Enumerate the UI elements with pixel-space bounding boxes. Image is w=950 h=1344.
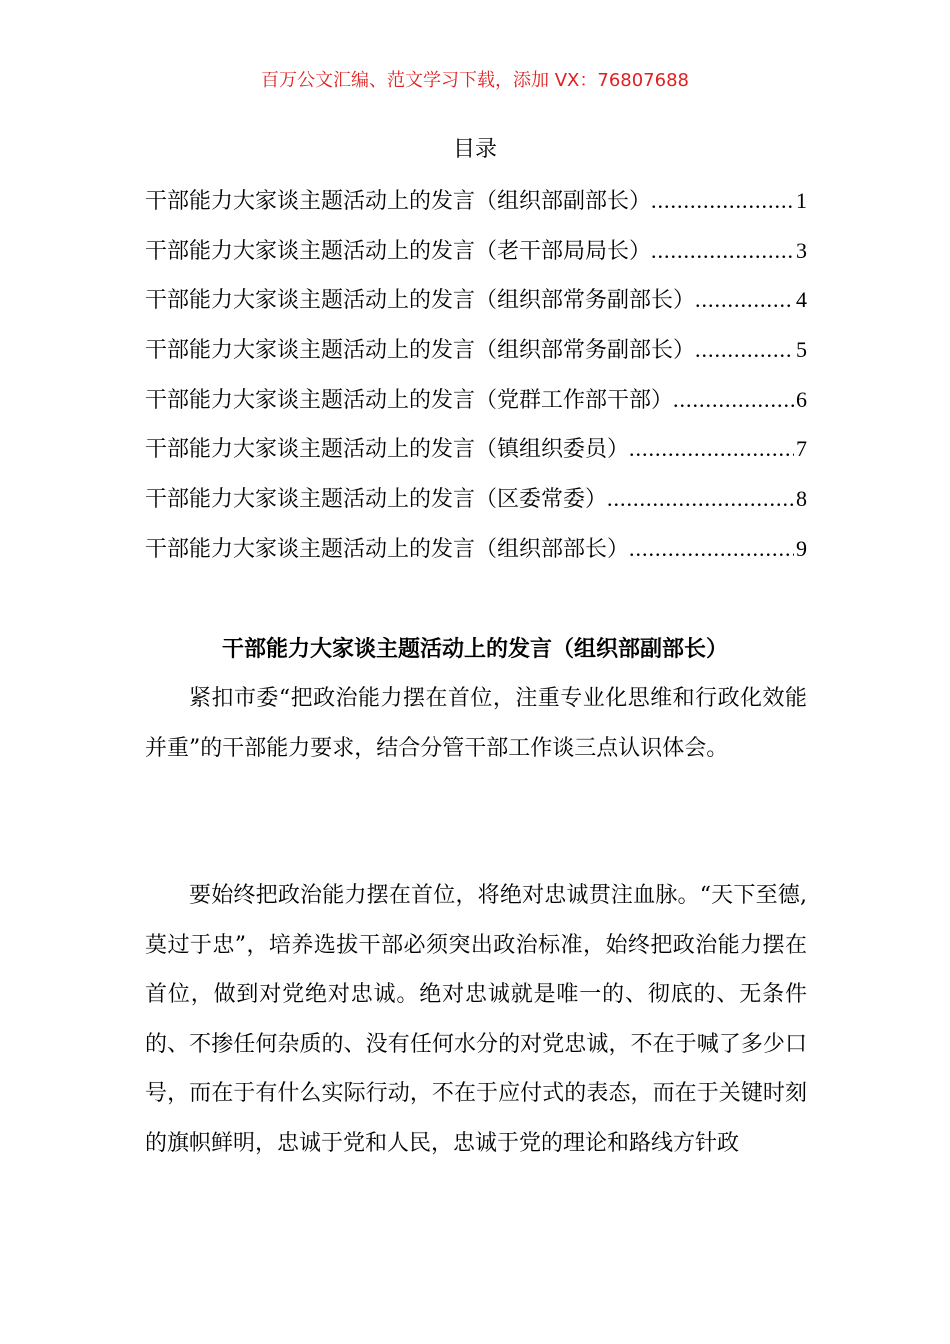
table-of-contents [145, 184, 807, 582]
toc-entry-title: 干部能力大家谈主题活动上的发言（党群工作部干部） [145, 387, 674, 413]
toc-dot-leader [607, 482, 794, 516]
toc-entry-title: 干部能力大家谈主题活动上的发言（组织部常务副部长） [145, 288, 696, 314]
toc-entry-page: 7 [796, 436, 807, 462]
toc-entry[interactable] [145, 432, 807, 482]
toc-entry[interactable] [145, 283, 807, 333]
toc-entry-title: 干部能力大家谈主题活动上的发言（组织部常务副部长） [145, 338, 696, 364]
toc-entry[interactable] [145, 482, 807, 532]
toc-entry-title: 干部能力大家谈主题活动上的发言（老干部局局长） [145, 238, 652, 264]
toc-entry-page: 6 [796, 386, 807, 412]
toc-entry-page: 4 [796, 287, 807, 313]
toc-entry-title: 干部能力大家谈主题活动上的发言（组织部副部长） [145, 189, 652, 214]
toc-entry-page: 3 [796, 237, 807, 263]
toc-entry[interactable] [145, 184, 807, 234]
toc-title: 目录 [452, 137, 497, 162]
toc-entry-page: 5 [796, 337, 807, 363]
toc-entry[interactable] [145, 383, 807, 433]
toc-dot-leader [629, 532, 794, 566]
article-paragraph: 紧扣市委“把政治能力摆在首位，注重专业化思维和行政化效能并重”的干部能力要求，结合分管干部工作谈三点认识体会。 [145, 686, 807, 761]
toc-entry-title: 干部能力大家谈主题活动上的发言（区委常委） [145, 487, 608, 513]
toc-entry[interactable] [145, 532, 807, 582]
toc-dot-leader [695, 283, 794, 317]
toc-entry[interactable] [145, 333, 807, 383]
toc-entry-page: 9 [796, 535, 807, 561]
article-title: 干部能力大家谈主题活动上的发言（组织部副部长） [221, 636, 728, 662]
toc-entry[interactable] [145, 234, 807, 284]
toc-entry-page: 1 [796, 188, 807, 213]
toc-entry-title: 干部能力大家谈主题活动上的发言（镇组织委员） [145, 437, 630, 463]
toc-entry-page: 8 [796, 486, 807, 512]
toc-dot-leader [695, 333, 794, 367]
watermark-header: 百万公文汇编、范文学习下载，添加 VX：76807688 [261, 70, 689, 91]
toc-entry-title: 干部能力大家谈主题活动上的发言（组织部部长） [145, 536, 630, 562]
toc-dot-leader [673, 383, 794, 417]
toc-dot-leader [651, 234, 794, 268]
toc-dot-leader [629, 432, 794, 466]
article-paragraph: 要始终把政治能力摆在首位，将绝对忠诚贯注血脉。“天下至德,莫过于忠”，培养选拔干部必须突出政治标准，始终把政治能力摆在首位，做到对党绝对忠诚。绝对忠诚就是唯一的、彻底的、无条件的、不掺任何杂质的、没有任何水分的对党忠诚，不在于喊了多少口号，而在于有什么实际行动，不在于应付式的表态，而在于关键时刻的旗帜鲜明，忠诚于党和人民，忠诚于党的理论和路线方针政 [145, 883, 807, 1156]
toc-dot-leader [651, 184, 794, 218]
